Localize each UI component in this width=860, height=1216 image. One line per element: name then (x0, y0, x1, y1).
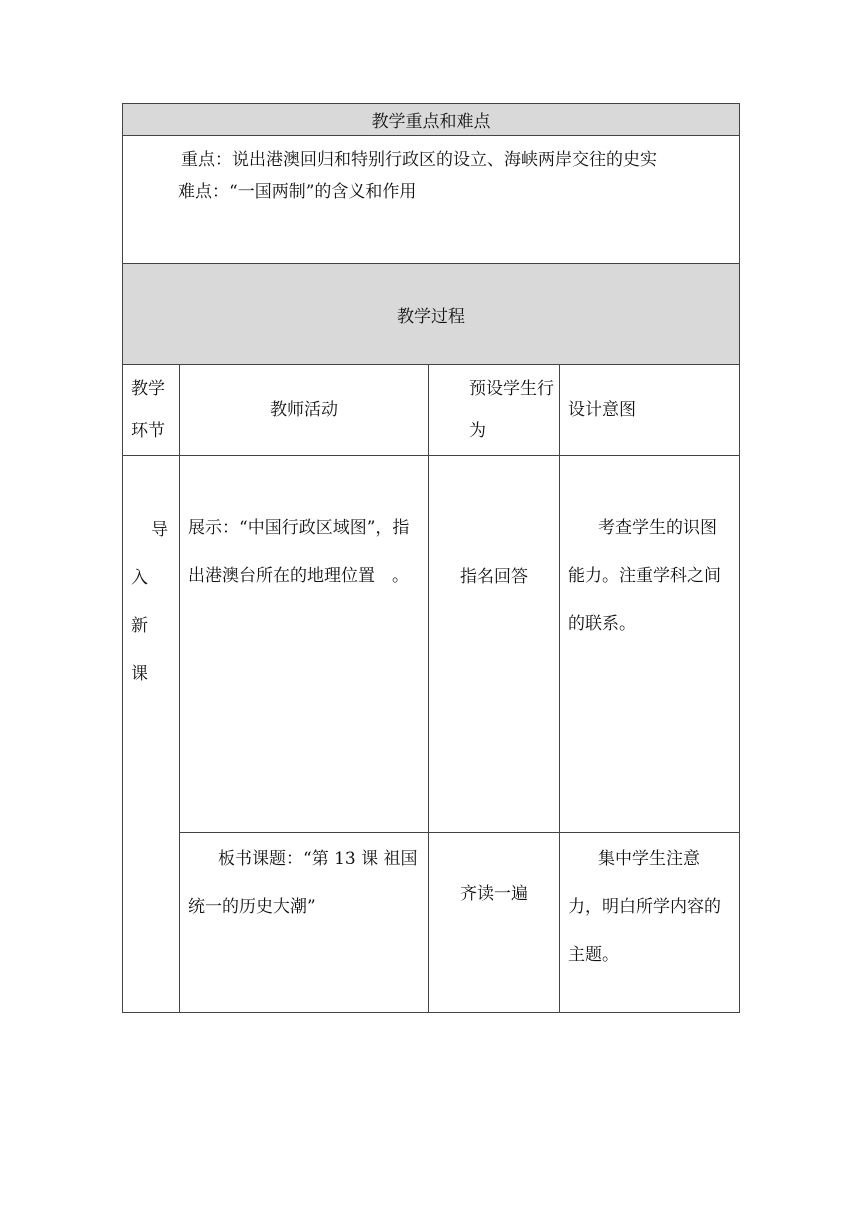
lesson-plan-table (122, 103, 740, 1013)
key-points-header: 教学重点和难点 (123, 104, 740, 136)
design-intent: 集中学生注意力，明白所学内容的主题。 (560, 833, 740, 1013)
stage-char: 入 (131, 568, 148, 588)
column-header-teacher: 教师活动 (180, 365, 429, 456)
design-intent: 考查学生的识图能力。注重学科之间的联系。 (560, 456, 740, 833)
column-header-stage: 教学环节 (123, 365, 180, 456)
stage-char: 新 (131, 616, 148, 636)
student-behavior: 齐读一遍 (429, 833, 560, 1013)
column-header-student: 预设学生行为 (429, 365, 560, 456)
teacher-activity: 板书课题：“第 13 课 祖国统一的历史大潮” (180, 833, 429, 1013)
stage-cell (123, 456, 180, 1013)
process-header: 教学过程 (123, 264, 740, 365)
difficulty-text: 难点：“一国两制”的含义和作用 (178, 182, 417, 202)
stage-char: 课 (131, 664, 148, 684)
column-header-intent: 设计意图 (560, 365, 740, 456)
key-points-cell (123, 136, 740, 264)
student-behavior: 指名回答 (429, 456, 560, 833)
stage-char: 导 (151, 520, 168, 540)
teacher-activity: 展示：“中国行政区域图”，指出港澳台所在的地理位置 。 (180, 456, 429, 833)
focus-text: 重点：说出港澳回归和特别行政区的设立、海峡两岸交往的史实 (181, 150, 657, 170)
